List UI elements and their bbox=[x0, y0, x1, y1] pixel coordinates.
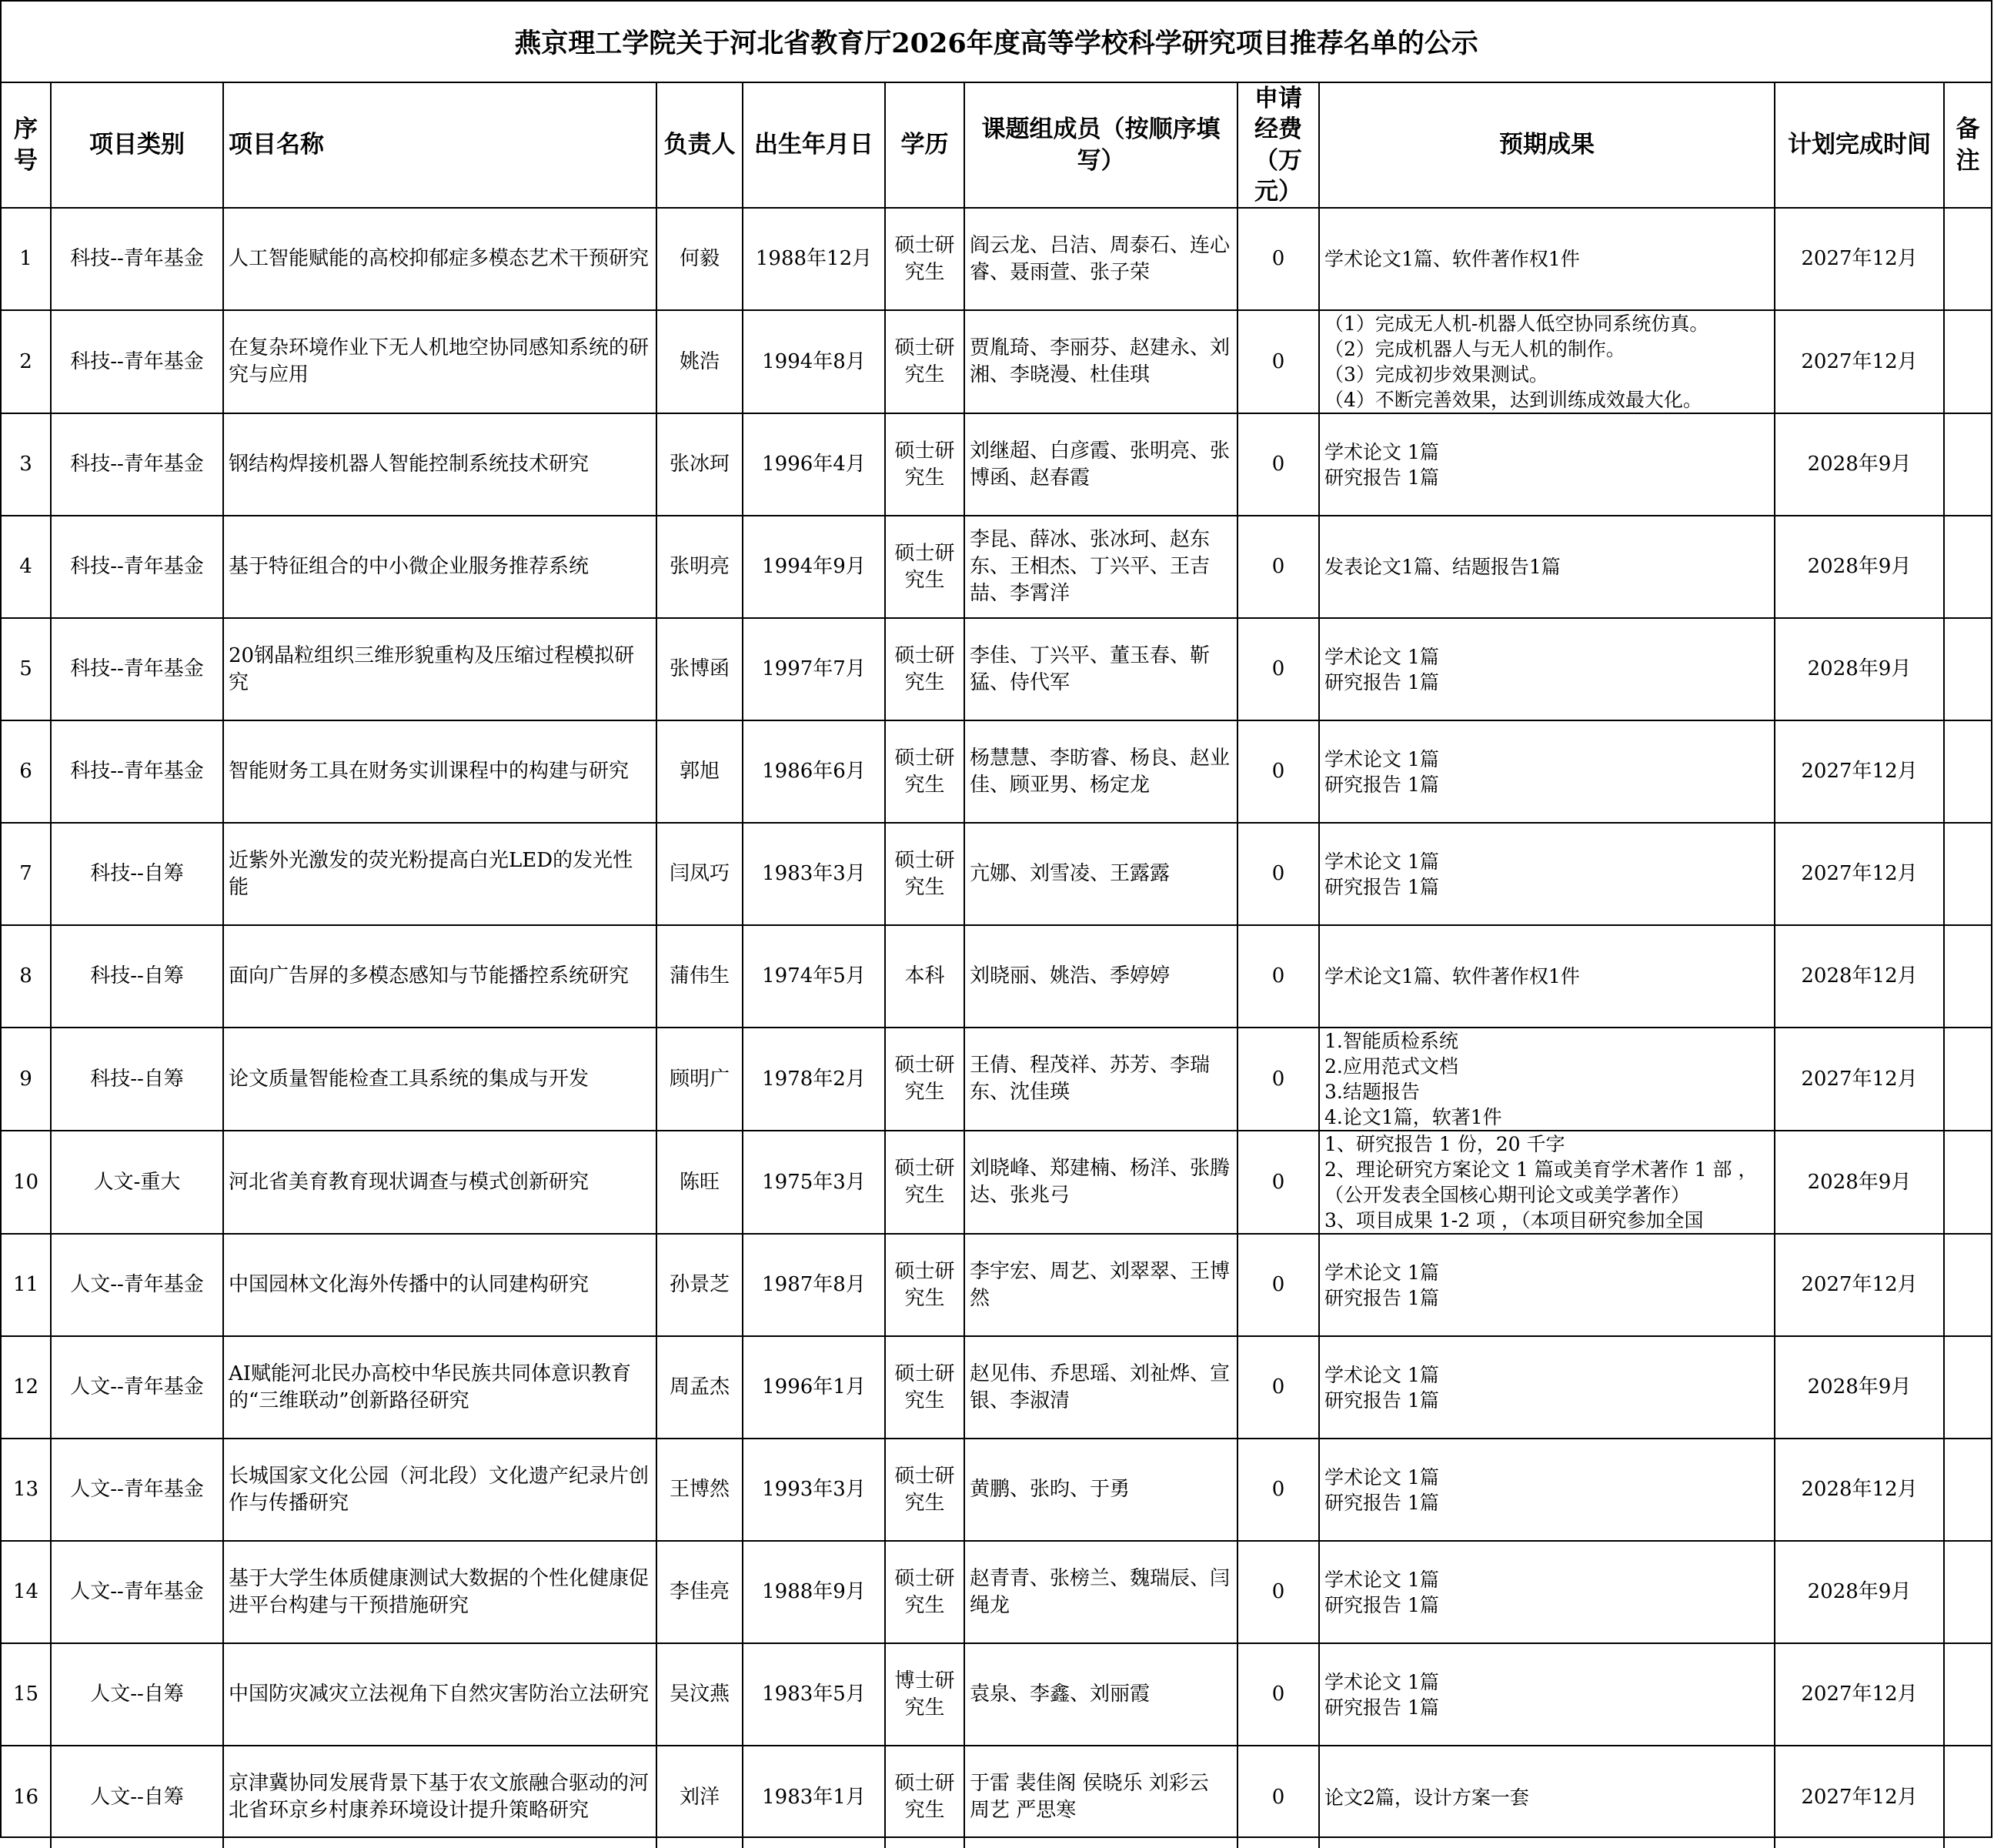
cell-category: 科技--青年基金 bbox=[51, 516, 223, 618]
table-row bbox=[2, 823, 1991, 925]
cell-expected-results: 学术论文1篇、软件著作权1件 bbox=[1319, 208, 1775, 310]
cell-category: 人文--青年基金 bbox=[51, 1439, 223, 1541]
cell-degree: 硕士研究生 bbox=[885, 208, 964, 310]
header-birth: 出生年月日 bbox=[743, 83, 885, 208]
cell-category: 科技--自筹 bbox=[51, 925, 223, 1028]
cell-members: 于雷 裴佳阁 侯晓乐 刘彩云 周艺 严思寒 bbox=[964, 1746, 1237, 1848]
cell-degree: 硕士研究生 bbox=[885, 413, 964, 516]
cell-leader: 顾明广 bbox=[656, 1028, 743, 1131]
cell-birth: 1996年4月 bbox=[743, 413, 885, 516]
cell-birth: 1978年2月 bbox=[743, 1028, 885, 1131]
cell-birth: 1994年8月 bbox=[743, 310, 885, 413]
cell-leader: 张明亮 bbox=[656, 516, 743, 618]
cell-project-name: 基于特征组合的中小微企业服务推荐系统 bbox=[223, 516, 656, 618]
cell-seq: 10 bbox=[2, 1131, 51, 1234]
cell-project-name: 面向广告屏的多模态感知与节能播控系统研究 bbox=[223, 925, 656, 1028]
cell-leader: 李佳亮 bbox=[656, 1541, 743, 1643]
cell-deadline: 2028年9月 bbox=[1775, 516, 1944, 618]
cell-leader: 孙景芝 bbox=[656, 1234, 743, 1336]
cell-seq: 6 bbox=[2, 720, 51, 823]
header-note: 备注 bbox=[1944, 83, 1991, 208]
cell-note bbox=[1944, 720, 1991, 823]
cell-birth: 1997年7月 bbox=[743, 618, 885, 720]
cell-expected-results: 学术论文 1篇 研究报告 1篇 bbox=[1319, 1439, 1775, 1541]
cell-seq: 2 bbox=[2, 310, 51, 413]
cell-birth: 1983年1月 bbox=[743, 1746, 885, 1848]
cell-birth: 1996年1月 bbox=[743, 1336, 885, 1439]
cell-funding: 0 bbox=[1237, 413, 1319, 516]
cell-category: 科技--青年基金 bbox=[51, 720, 223, 823]
cell-note bbox=[1944, 618, 1991, 720]
cell-members: 李宇宏、周艺、刘翠翠、王博然 bbox=[964, 1234, 1237, 1336]
cell-leader: 张冰珂 bbox=[656, 413, 743, 516]
header-row bbox=[2, 83, 1991, 208]
cell-note bbox=[1944, 516, 1991, 618]
cell-note bbox=[1944, 1541, 1991, 1643]
cell-degree: 硕士研究生 bbox=[885, 1131, 964, 1234]
header-degree: 学历 bbox=[885, 83, 964, 208]
cell-birth: 1974年5月 bbox=[743, 925, 885, 1028]
cell-category: 人文--青年基金 bbox=[51, 1541, 223, 1643]
header-deadline: 计划完成时间 bbox=[1775, 83, 1944, 208]
cell-note bbox=[1944, 823, 1991, 925]
cell-project-name: 京津冀协同发展背景下基于农文旅融合驱动的河北省环京乡村康养环境设计提升策略研究 bbox=[223, 1746, 656, 1848]
cell-category: 科技--青年基金 bbox=[51, 413, 223, 516]
cell-expected-results: 学术论文1篇、软件著作权1件 bbox=[1319, 925, 1775, 1028]
cell-project-name: 基于大学生体质健康测试大数据的个性化健康促进平台构建与干预措施研究 bbox=[223, 1541, 656, 1643]
cell-expected-results: 学术论文 1篇 研究报告 1篇 bbox=[1319, 1541, 1775, 1643]
cell-deadline: 2027年12月 bbox=[1775, 1234, 1944, 1336]
cell-note bbox=[1944, 925, 1991, 1028]
cell-deadline: 2027年12月 bbox=[1775, 1746, 1944, 1848]
cell-leader: 周孟杰 bbox=[656, 1336, 743, 1439]
cell-leader: 蒲伟生 bbox=[656, 925, 743, 1028]
table-row bbox=[2, 1028, 1991, 1131]
cell-members: 李佳、丁兴平、董玉春、靳猛、侍代军 bbox=[964, 618, 1237, 720]
cell-seq: 5 bbox=[2, 618, 51, 720]
cell-birth: 1988年12月 bbox=[743, 208, 885, 310]
cell-funding: 0 bbox=[1237, 1234, 1319, 1336]
table-row bbox=[2, 1439, 1991, 1541]
cell-expected-results: （1）完成无人机-机器人低空协同系统仿真。 （2）完成机器人与无人机的制作。 （3）完成初步效果测试。 （4）不断完善效果，达到训练成效最大化。 bbox=[1319, 310, 1775, 413]
cell-project-name: AI赋能河北民办高校中华民族共同体意识教育的“三维联动”创新路径研究 bbox=[223, 1336, 656, 1439]
cell-expected-results: 学术论文 1篇 研究报告 1篇 bbox=[1319, 1336, 1775, 1439]
cell-degree: 硕士研究生 bbox=[885, 823, 964, 925]
cell-deadline: 2027年12月 bbox=[1775, 1028, 1944, 1131]
cell-birth: 1983年3月 bbox=[743, 823, 885, 925]
cell-project-name: 智能财务工具在财务实训课程中的构建与研究 bbox=[223, 720, 656, 823]
cell-funding: 0 bbox=[1237, 1746, 1319, 1848]
cell-leader: 郭旭 bbox=[656, 720, 743, 823]
cell-seq: 1 bbox=[2, 208, 51, 310]
cell-seq: 3 bbox=[2, 413, 51, 516]
cell-project-name: 钢结构焊接机器人智能控制系统技术研究 bbox=[223, 413, 656, 516]
cell-deadline: 2028年9月 bbox=[1775, 413, 1944, 516]
cell-category: 人文--自筹 bbox=[51, 1746, 223, 1848]
cell-funding: 0 bbox=[1237, 1541, 1319, 1643]
cell-leader: 张博函 bbox=[656, 618, 743, 720]
cell-funding: 0 bbox=[1237, 618, 1319, 720]
cell-degree: 硕士研究生 bbox=[885, 618, 964, 720]
cell-category: 人文-重大 bbox=[51, 1131, 223, 1234]
cell-members: 赵见伟、乔思瑶、刘祉烨、宣银、李淑清 bbox=[964, 1336, 1237, 1439]
table-row bbox=[2, 1131, 1991, 1234]
cell-seq: 15 bbox=[2, 1643, 51, 1746]
project-table bbox=[2, 83, 1991, 1848]
cell-deadline: 2028年12月 bbox=[1775, 1439, 1944, 1541]
table-row bbox=[2, 720, 1991, 823]
cell-degree: 硕士研究生 bbox=[885, 516, 964, 618]
table-row bbox=[2, 1643, 1991, 1746]
cell-funding: 0 bbox=[1237, 1336, 1319, 1439]
header-category: 项目类别 bbox=[51, 83, 223, 208]
cell-category: 科技--自筹 bbox=[51, 1028, 223, 1131]
cell-degree: 硕士研究生 bbox=[885, 1439, 964, 1541]
cell-category: 科技--青年基金 bbox=[51, 618, 223, 720]
cell-category: 人文--青年基金 bbox=[51, 1336, 223, 1439]
cell-degree: 硕士研究生 bbox=[885, 1028, 964, 1131]
cell-degree: 本科 bbox=[885, 925, 964, 1028]
cell-degree: 硕士研究生 bbox=[885, 1234, 964, 1336]
cell-degree: 博士研究生 bbox=[885, 1643, 964, 1746]
cell-seq: 14 bbox=[2, 1541, 51, 1643]
cell-expected-results: 学术论文 1篇 研究报告 1篇 bbox=[1319, 823, 1775, 925]
cell-birth: 1988年9月 bbox=[743, 1541, 885, 1643]
cell-birth: 1993年3月 bbox=[743, 1439, 885, 1541]
page-title: 燕京理工学院关于河北省教育厅2026年度高等学校科学研究项目推荐名单的公示 bbox=[2, 2, 1991, 83]
cell-seq: 13 bbox=[2, 1439, 51, 1541]
cell-note bbox=[1944, 1336, 1991, 1439]
cell-members: 刘晓峰、郑建楠、杨洋、张腾达、张兆弓 bbox=[964, 1131, 1237, 1234]
cell-funding: 0 bbox=[1237, 925, 1319, 1028]
cell-category: 科技--青年基金 bbox=[51, 310, 223, 413]
table-row bbox=[2, 1336, 1991, 1439]
cell-expected-results: 学术论文 1篇 研究报告 1篇 bbox=[1319, 1234, 1775, 1336]
cell-deadline: 2027年12月 bbox=[1775, 823, 1944, 925]
cell-project-name: 人工智能赋能的高校抑郁症多模态艺术干预研究 bbox=[223, 208, 656, 310]
cell-birth: 1986年6月 bbox=[743, 720, 885, 823]
cell-category: 人文--自筹 bbox=[51, 1643, 223, 1746]
cell-deadline: 2028年9月 bbox=[1775, 1336, 1944, 1439]
cell-project-name: 近紫外光激发的荧光粉提高白光LED的发光性能 bbox=[223, 823, 656, 925]
cell-members: 李昆、薛冰、张冰珂、赵东东、王相杰、丁兴平、王吉喆、李霄洋 bbox=[964, 516, 1237, 618]
cell-note bbox=[1944, 208, 1991, 310]
table-row bbox=[2, 1541, 1991, 1643]
cell-project-name: 河北省美育教育现状调查与模式创新研究 bbox=[223, 1131, 656, 1234]
cell-deadline: 2027年12月 bbox=[1775, 310, 1944, 413]
cell-seq: 4 bbox=[2, 516, 51, 618]
cell-seq: 12 bbox=[2, 1336, 51, 1439]
cell-note bbox=[1944, 1131, 1991, 1234]
cell-funding: 0 bbox=[1237, 823, 1319, 925]
cell-leader: 刘洋 bbox=[656, 1746, 743, 1848]
cell-seq: 8 bbox=[2, 925, 51, 1028]
cell-expected-results: 1、研究报告 1 份，20 千字 2、理论研究方案论文 1 篇或美育学术著作 1 部 ，（公开发表全国核心期刊论文或美学著作） 3、项目成果 1-2 项 ，（本项目研究参加全国 bbox=[1319, 1131, 1775, 1234]
cell-seq: 16 bbox=[2, 1746, 51, 1848]
cell-leader: 王博然 bbox=[656, 1439, 743, 1541]
header-name: 项目名称 bbox=[223, 83, 656, 208]
table-row bbox=[2, 618, 1991, 720]
cell-funding: 0 bbox=[1237, 720, 1319, 823]
cell-project-name: 长城国家文化公园（河北段）文化遗产纪录片创作与传播研究 bbox=[223, 1439, 656, 1541]
cell-deadline: 2027年12月 bbox=[1775, 720, 1944, 823]
cell-category: 人文--青年基金 bbox=[51, 1234, 223, 1336]
cell-seq: 7 bbox=[2, 823, 51, 925]
header-leader: 负责人 bbox=[656, 83, 743, 208]
cell-members: 黄鹏、张昀、于勇 bbox=[964, 1439, 1237, 1541]
cell-category: 科技--青年基金 bbox=[51, 208, 223, 310]
cell-expected-results: 发表论文1篇、结题报告1篇 bbox=[1319, 516, 1775, 618]
table-row bbox=[2, 516, 1991, 618]
cell-members: 赵青青、张榜兰、魏瑞辰、闫绳龙 bbox=[964, 1541, 1237, 1643]
cell-expected-results: 学术论文 1篇 研究报告 1篇 bbox=[1319, 618, 1775, 720]
cell-seq: 11 bbox=[2, 1234, 51, 1336]
cell-degree: 硕士研究生 bbox=[885, 310, 964, 413]
cell-funding: 0 bbox=[1237, 1439, 1319, 1541]
cell-birth: 1983年5月 bbox=[743, 1643, 885, 1746]
cell-project-name: 论文质量智能检查工具系统的集成与开发 bbox=[223, 1028, 656, 1131]
cell-project-name: 20钢晶粒组织三维形貌重构及压缩过程模拟研究 bbox=[223, 618, 656, 720]
cell-deadline: 2028年12月 bbox=[1775, 925, 1944, 1028]
header-members: 课题组成员（按顺序填写） bbox=[964, 83, 1237, 208]
cell-funding: 0 bbox=[1237, 516, 1319, 618]
cell-birth: 1987年8月 bbox=[743, 1234, 885, 1336]
cell-deadline: 2028年9月 bbox=[1775, 1131, 1944, 1234]
cell-project-name: 中国防灾减灾立法视角下自然灾害防治立法研究 bbox=[223, 1643, 656, 1746]
cell-leader: 姚浩 bbox=[656, 310, 743, 413]
table-row bbox=[2, 1746, 1991, 1848]
cell-members: 刘继超、白彦霞、张明亮、张博函、赵春霞 bbox=[964, 413, 1237, 516]
cell-deadline: 2027年12月 bbox=[1775, 1643, 1944, 1746]
cell-note bbox=[1944, 413, 1991, 516]
cell-members: 袁泉、李鑫、刘丽霞 bbox=[964, 1643, 1237, 1746]
table-row bbox=[2, 1234, 1991, 1336]
table-row bbox=[2, 310, 1991, 413]
cell-members: 阎云龙、吕洁、周泰石、连心睿、聂雨萱、张子荣 bbox=[964, 208, 1237, 310]
cell-funding: 0 bbox=[1237, 1028, 1319, 1131]
cell-expected-results: 学术论文 1篇 研究报告 1篇 bbox=[1319, 720, 1775, 823]
cell-note bbox=[1944, 1234, 1991, 1336]
cell-members: 王倩、程茂祥、苏芳、李瑞东、沈佳瑛 bbox=[964, 1028, 1237, 1131]
cell-degree: 硕士研究生 bbox=[885, 1541, 964, 1643]
table-row bbox=[2, 208, 1991, 310]
table-body bbox=[2, 208, 1991, 1848]
cell-leader: 吴汶燕 bbox=[656, 1643, 743, 1746]
cell-expected-results: 学术论文 1篇 研究报告 1篇 bbox=[1319, 413, 1775, 516]
table-row bbox=[2, 925, 1991, 1028]
header-funding: 申请经费（万元） bbox=[1237, 83, 1319, 208]
cell-funding: 0 bbox=[1237, 310, 1319, 413]
cell-deadline: 2027年12月 bbox=[1775, 208, 1944, 310]
cell-funding: 0 bbox=[1237, 208, 1319, 310]
cell-birth: 1975年3月 bbox=[743, 1131, 885, 1234]
cell-degree: 硕士研究生 bbox=[885, 720, 964, 823]
cell-note bbox=[1944, 1746, 1991, 1848]
cell-seq: 9 bbox=[2, 1028, 51, 1131]
cell-degree: 硕士研究生 bbox=[885, 1746, 964, 1848]
cell-funding: 0 bbox=[1237, 1131, 1319, 1234]
cell-note bbox=[1944, 1028, 1991, 1131]
cell-expected-results: 学术论文 1篇 研究报告 1篇 bbox=[1319, 1643, 1775, 1746]
cell-note bbox=[1944, 1439, 1991, 1541]
cell-note bbox=[1944, 310, 1991, 413]
cell-members: 贾胤琦、李丽芬、赵建永、刘湘、李晓漫、杜佳琪 bbox=[964, 310, 1237, 413]
cell-note bbox=[1944, 1643, 1991, 1746]
cell-project-name: 在复杂环境作业下无人机地空协同感知系统的研究与应用 bbox=[223, 310, 656, 413]
header-results: 预期成果 bbox=[1319, 83, 1775, 208]
cell-degree: 硕士研究生 bbox=[885, 1336, 964, 1439]
cell-deadline: 2028年9月 bbox=[1775, 618, 1944, 720]
cell-deadline: 2028年9月 bbox=[1775, 1541, 1944, 1643]
header-seq: 序号 bbox=[2, 83, 51, 208]
cell-leader: 闫凤巧 bbox=[656, 823, 743, 925]
table-row bbox=[2, 413, 1991, 516]
cell-birth: 1994年9月 bbox=[743, 516, 885, 618]
cell-funding: 0 bbox=[1237, 1643, 1319, 1746]
cell-leader: 何毅 bbox=[656, 208, 743, 310]
cell-members: 杨慧慧、李昉睿、杨良、赵业佳、顾亚男、杨定龙 bbox=[964, 720, 1237, 823]
cell-members: 亢娜、刘雪凌、王露露 bbox=[964, 823, 1237, 925]
cell-category: 科技--自筹 bbox=[51, 823, 223, 925]
cell-members: 刘晓丽、姚浩、季婷婷 bbox=[964, 925, 1237, 1028]
cell-project-name: 中国园林文化海外传播中的认同建构研究 bbox=[223, 1234, 656, 1336]
cell-expected-results: 论文2篇，设计方案一套 bbox=[1319, 1746, 1775, 1848]
cell-expected-results: 1.智能质检系统 2.应用范式文档 3.结题报告 4.论文1篇，软著1件 bbox=[1319, 1028, 1775, 1131]
cell-leader: 陈旺 bbox=[656, 1131, 743, 1234]
